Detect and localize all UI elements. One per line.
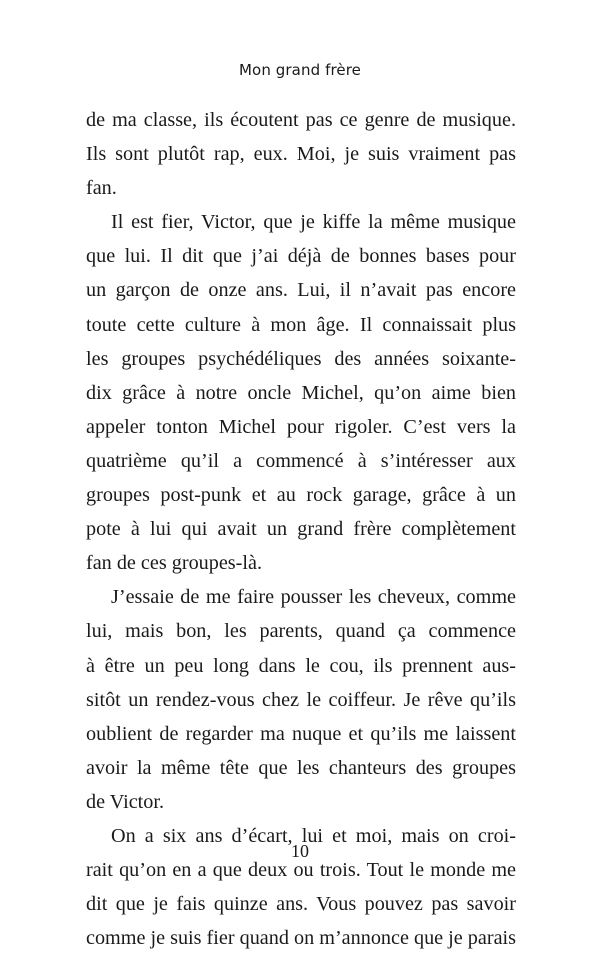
body-text [86, 103, 516, 955]
text-line: appeler tonton Michel pour rigoler. C’est vers la [86, 415, 516, 438]
text-line: groupes post-punk et au rock garage, grâce à un [86, 484, 516, 507]
text-line: fan de ces groupes-là. [86, 552, 262, 575]
text-line: On a six ans d’écart, lui et moi, mais on croi- [111, 824, 516, 847]
text-line: de ma classe, ils écoutent pas ce genre de musique. [86, 109, 516, 131]
text-line: oublient de regarder ma nuque et qu’ils me laissent [86, 722, 516, 745]
text-line: quatrième qu’il a commencé à s’intéresser aux [86, 449, 516, 472]
text-line: que lui. Il dit que j’ai déjà de bonnes bases pour [86, 245, 516, 268]
text-line: de Victor. [86, 790, 165, 813]
text-line: Il est fier, Victor, que je kiffe la même musique [111, 211, 516, 234]
running-head: Mon grand frère [239, 61, 361, 79]
text-line: dix grâce à notre oncle Michel, qu’on aime bien [86, 381, 516, 404]
text-line: Ils sont plutôt rap, eux. Moi, je suis vraiment pas [86, 143, 516, 166]
text-line: lui, mais bon, les parents, quand ça commence [86, 620, 516, 643]
text-line: dit que je fais quinze ans. Vous pouvez pas savoir [86, 893, 516, 916]
text-line: J’essaie de me faire pousser les cheveux, comme [111, 586, 516, 609]
text-line: comme je suis fier quand on m’annonce que je parais [86, 927, 516, 950]
page-number: 10 [291, 841, 309, 861]
text-line: rait qu’on en a que deux ou trois. Tout le monde me [86, 859, 516, 882]
text-line: fan. [86, 177, 117, 200]
text-line: sitôt un rendez-vous chez le coiffeur. Je rêve qu’ils [86, 688, 516, 711]
text-line: à être un peu long dans le cou, ils prennent aus- [86, 654, 516, 677]
text-line: toute cette culture à mon âge. Il connaissait plus [86, 313, 516, 336]
text-line: un garçon de onze ans. Lui, il n’avait pas encore [86, 279, 516, 302]
text-line: pote à lui qui avait un grand frère complètement [86, 518, 516, 541]
text-line: avoir la même tête que les chanteurs des groupes [86, 756, 516, 779]
text-line: les groupes psychédéliques des années soixante- [86, 347, 516, 370]
